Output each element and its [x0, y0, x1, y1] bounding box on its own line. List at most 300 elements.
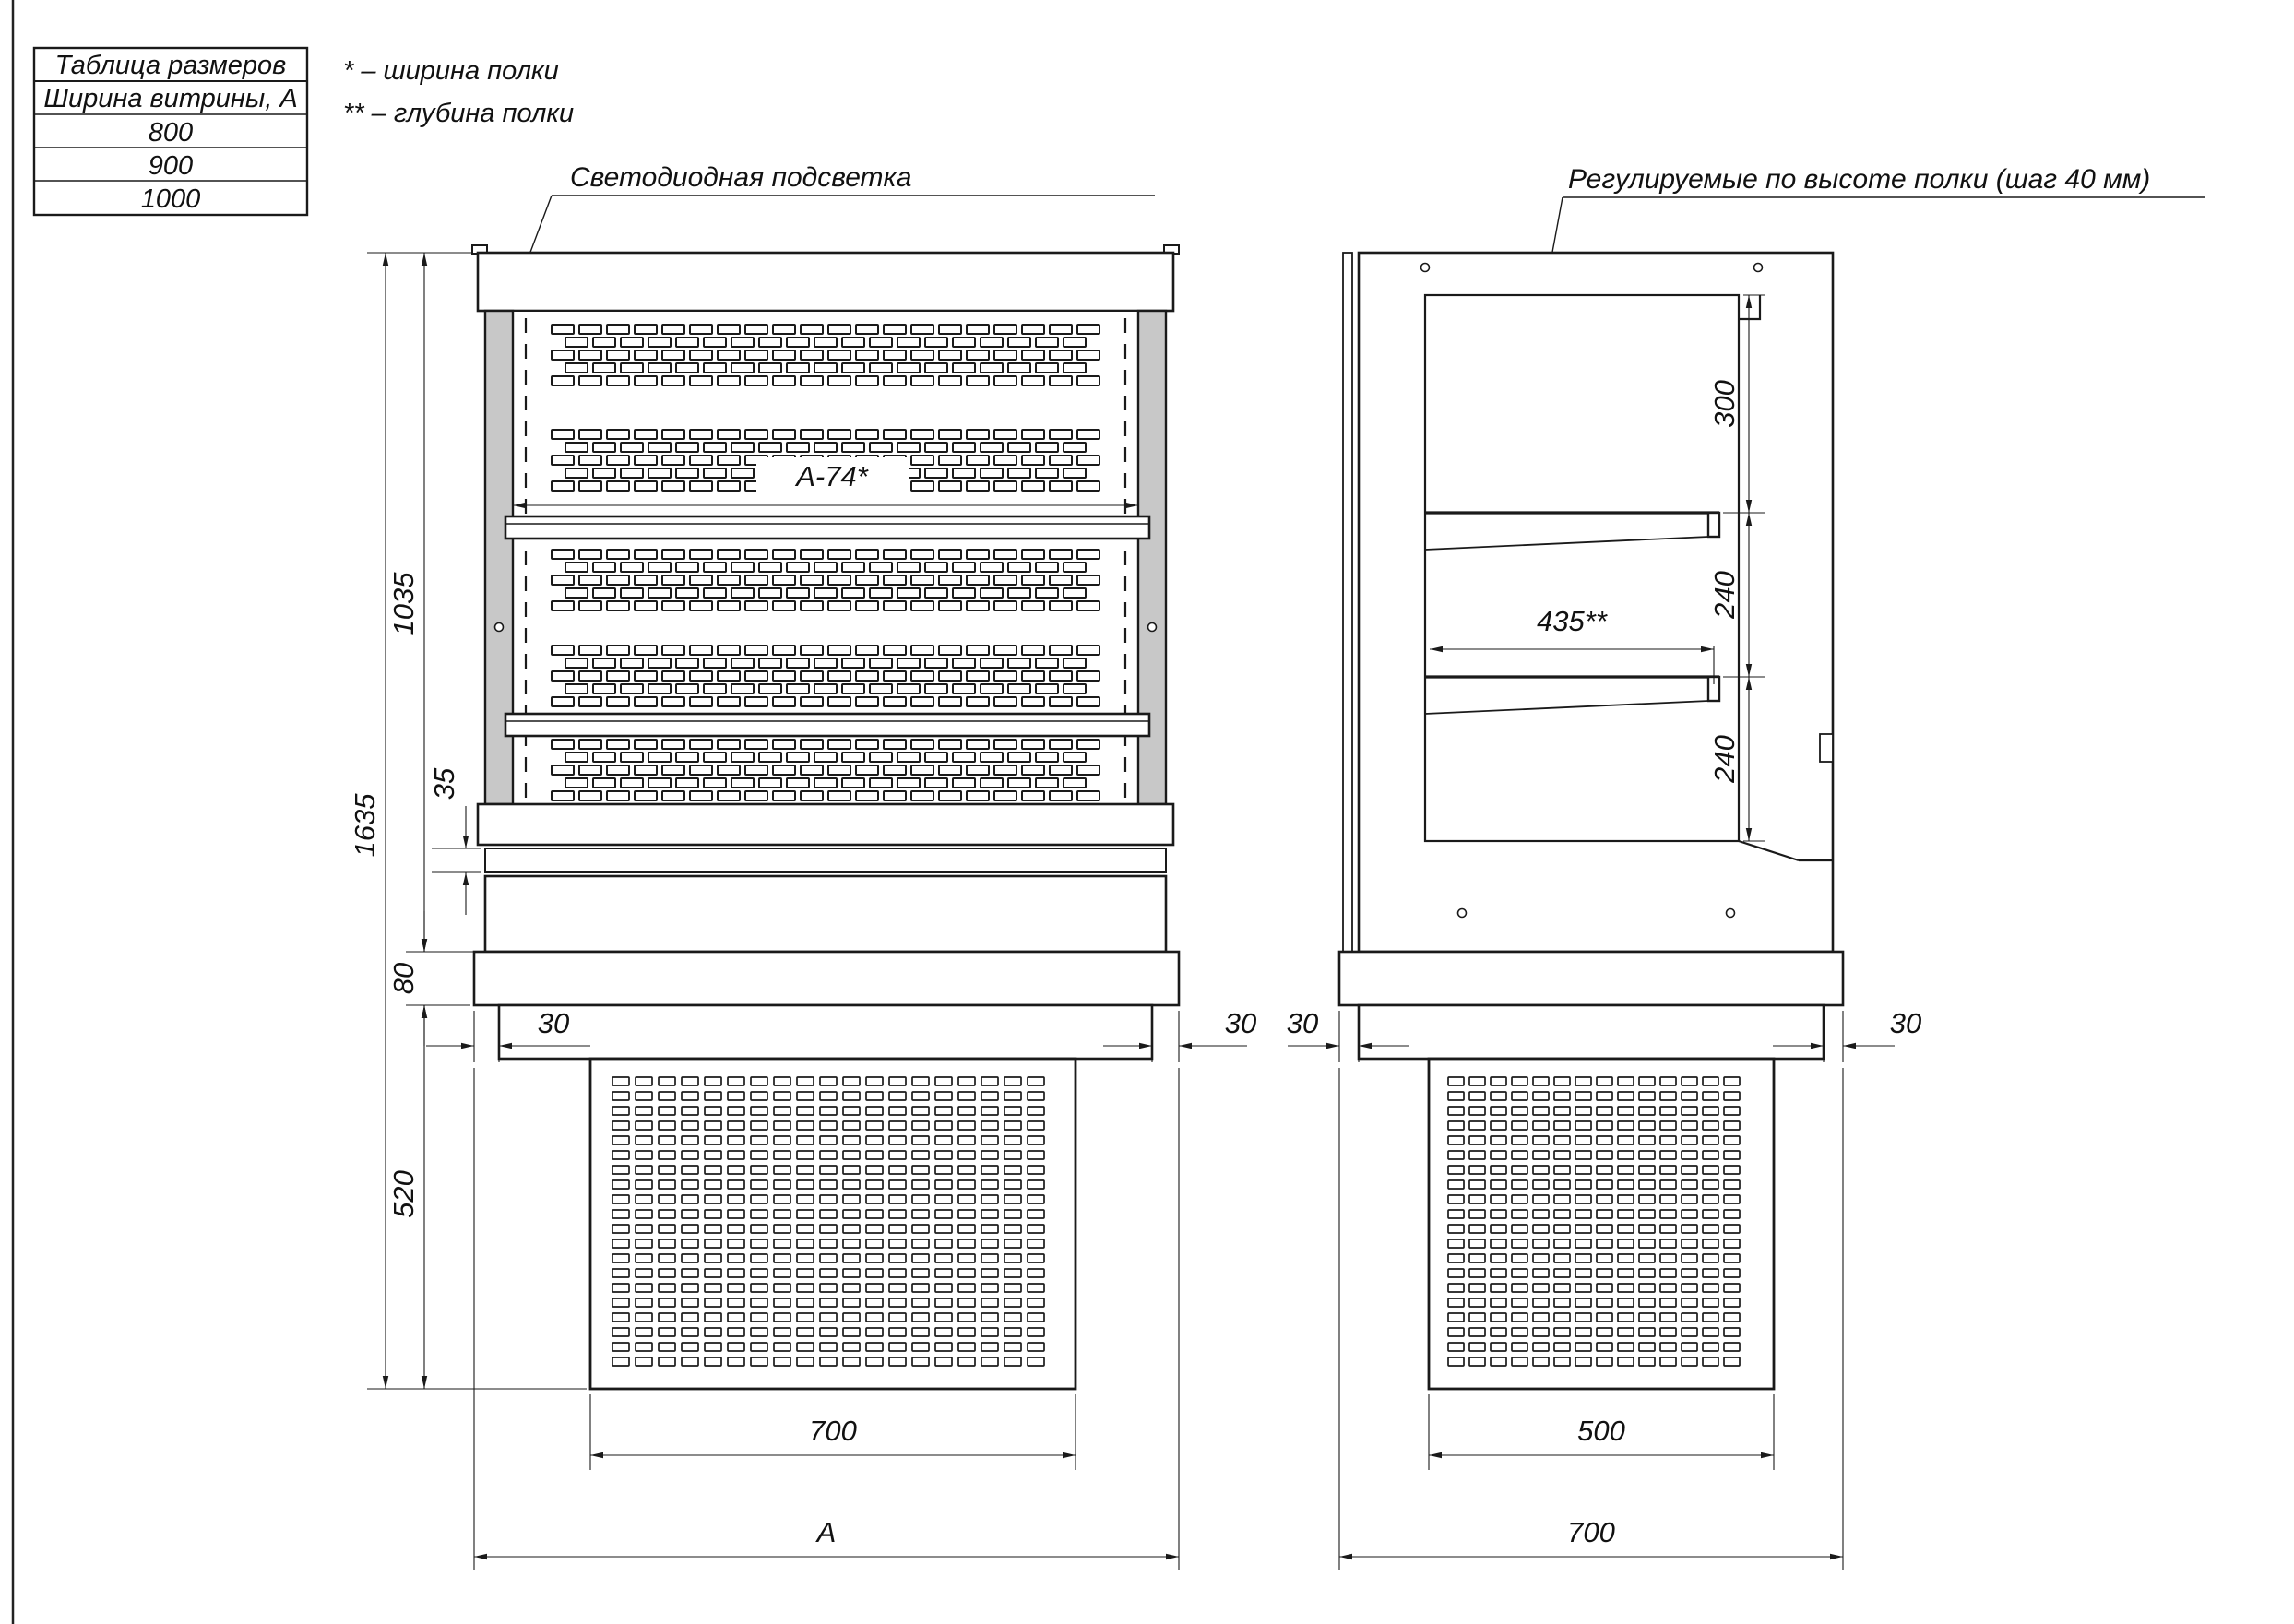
- dim-top-gap: 300: [1708, 380, 1741, 428]
- perforation-hole: [579, 697, 601, 706]
- vent-slot: [1682, 1180, 1697, 1189]
- vent-slot: [705, 1357, 721, 1366]
- vent-slot: [912, 1121, 929, 1130]
- perforation-hole: [662, 456, 684, 465]
- vent-slot: [1724, 1121, 1740, 1130]
- perforation-hole: [911, 376, 933, 385]
- vent-slot: [751, 1298, 767, 1307]
- perforation-hole: [994, 740, 1016, 749]
- perforation-hole: [925, 563, 947, 572]
- perforation-hole: [704, 563, 726, 572]
- vent-slot: [728, 1121, 744, 1130]
- vent-slot: [1618, 1313, 1634, 1322]
- vent-slot: [981, 1107, 998, 1115]
- vent-slot: [1682, 1121, 1697, 1130]
- perforation-hole: [579, 671, 601, 681]
- perforation-hole: [939, 646, 961, 655]
- vent-slot: [1028, 1357, 1044, 1366]
- vent-slot: [797, 1136, 814, 1144]
- perforation-hole: [662, 376, 684, 385]
- vent-slot: [981, 1298, 998, 1307]
- vent-slot: [612, 1269, 629, 1277]
- canopy: [478, 253, 1173, 311]
- vent-slot: [682, 1269, 698, 1277]
- vent-slot: [751, 1195, 767, 1203]
- vent-slot: [1724, 1254, 1740, 1262]
- perforation-hole: [773, 376, 795, 385]
- vent-slot: [1639, 1210, 1655, 1218]
- vent-slot: [1533, 1313, 1549, 1322]
- perforation-hole: [870, 588, 892, 598]
- vent-slot: [912, 1092, 929, 1100]
- vent-slot: [1724, 1151, 1740, 1159]
- perforation-hole: [662, 430, 684, 439]
- perforation-hole: [593, 778, 615, 788]
- vent-slot: [682, 1239, 698, 1248]
- vent-slot: [820, 1239, 837, 1248]
- vent-slot: [935, 1239, 952, 1248]
- perforation-hole: [690, 481, 712, 491]
- perforation-hole: [676, 468, 698, 478]
- vent-slot: [958, 1180, 975, 1189]
- vent-slot: [612, 1210, 629, 1218]
- vent-slot: [682, 1225, 698, 1233]
- vent-slot: [1639, 1239, 1655, 1248]
- vent-slot: [636, 1357, 652, 1366]
- vent-slot: [728, 1180, 744, 1189]
- vent-slot: [728, 1357, 744, 1366]
- vent-slot: [728, 1210, 744, 1218]
- perforation-hole: [704, 658, 726, 668]
- vent-slot: [843, 1107, 860, 1115]
- vent-slot: [889, 1269, 906, 1277]
- perforation-hole: [718, 671, 740, 681]
- vent-slot: [1448, 1357, 1464, 1366]
- perforation-hole: [1050, 376, 1072, 385]
- vent-slot: [981, 1269, 998, 1277]
- perforation-hole: [856, 740, 878, 749]
- perforation-hole: [897, 588, 920, 598]
- vent-slot: [612, 1166, 629, 1174]
- vent-slot: [797, 1269, 814, 1277]
- vent-slot: [1491, 1357, 1506, 1366]
- vent-slot: [866, 1151, 883, 1159]
- vent-slot: [705, 1092, 721, 1100]
- vent-slot: [889, 1343, 906, 1351]
- vent-slot: [981, 1077, 998, 1085]
- vent-slot: [1028, 1077, 1044, 1085]
- perforation-hole: [842, 684, 864, 693]
- perforation-hole: [593, 658, 615, 668]
- vent-slot: [1682, 1107, 1697, 1115]
- vent-slot: [981, 1121, 998, 1130]
- perforation-hole: [856, 430, 878, 439]
- vent-slot: [1639, 1121, 1655, 1130]
- perforation-hole: [1036, 588, 1058, 598]
- vent-slot: [1554, 1313, 1570, 1322]
- vent-slot: [612, 1239, 629, 1248]
- perforation-hole: [635, 601, 657, 610]
- perforation-hole: [759, 588, 781, 598]
- perforation-hole: [870, 684, 892, 693]
- perforation-hole: [773, 791, 795, 800]
- vent-slot: [820, 1313, 837, 1322]
- vent-slot: [1597, 1166, 1612, 1174]
- vent-slot: [1469, 1210, 1485, 1218]
- perforation-hole: [801, 740, 823, 749]
- vent-slot: [1554, 1121, 1570, 1130]
- vent-slot: [820, 1254, 837, 1262]
- vent-slot: [636, 1284, 652, 1292]
- perforation-hole: [953, 363, 975, 373]
- perforation-hole: [814, 684, 837, 693]
- perforation-hole: [994, 791, 1016, 800]
- perforation-hole: [911, 550, 933, 559]
- perforation-hole: [801, 646, 823, 655]
- perforation-hole: [704, 363, 726, 373]
- vent-slot: [1618, 1107, 1634, 1115]
- vent-slot: [728, 1225, 744, 1233]
- vent-slot: [612, 1180, 629, 1189]
- perforation-hole: [981, 563, 1003, 572]
- vent-slot: [1028, 1269, 1044, 1277]
- perforation-hole: [828, 601, 850, 610]
- vent-slot: [1660, 1343, 1676, 1351]
- perforation-hole: [981, 363, 1003, 373]
- shelf-bracket: [1708, 513, 1719, 537]
- vent-slot: [1575, 1166, 1591, 1174]
- perforation-hole: [607, 350, 629, 360]
- vent-slot: [1028, 1254, 1044, 1262]
- perforation-hole: [745, 697, 767, 706]
- vent-slot: [774, 1077, 790, 1085]
- vent-slot: [636, 1254, 652, 1262]
- perforation-hole: [1050, 575, 1072, 585]
- vent-slot: [1004, 1298, 1021, 1307]
- vent-slot: [1575, 1210, 1591, 1218]
- vent-slot: [1597, 1284, 1612, 1292]
- perforation-hole: [648, 563, 671, 572]
- vent-slot: [751, 1343, 767, 1351]
- vent-slot: [1597, 1225, 1612, 1233]
- perforation-hole: [870, 778, 892, 788]
- perforation-hole: [967, 646, 989, 655]
- vent-slot: [1512, 1343, 1527, 1351]
- vent-slot: [889, 1107, 906, 1115]
- vent-slot: [682, 1210, 698, 1218]
- perforation-hole: [565, 778, 588, 788]
- perforation-hole: [579, 481, 601, 491]
- perforation-hole: [994, 456, 1016, 465]
- bottom-trim: [478, 804, 1173, 845]
- vent-slot: [1004, 1357, 1021, 1366]
- vent-slot: [1575, 1343, 1591, 1351]
- perforation-hole: [828, 376, 850, 385]
- perforation-hole: [1050, 646, 1072, 655]
- vent-slot: [866, 1092, 883, 1100]
- vent-slot: [1512, 1284, 1527, 1292]
- vent-slot: [1660, 1357, 1676, 1366]
- vent-slot: [889, 1284, 906, 1292]
- vent-slot: [1512, 1180, 1527, 1189]
- vent-slot: [1028, 1151, 1044, 1159]
- vent-slot: [843, 1077, 860, 1085]
- perforation-hole: [967, 481, 989, 491]
- perforation-hole: [745, 671, 767, 681]
- perforation-hole: [897, 684, 920, 693]
- vent-slot: [981, 1195, 998, 1203]
- vent-slot: [1491, 1343, 1506, 1351]
- perforation-hole: [842, 338, 864, 347]
- vent-slot: [866, 1343, 883, 1351]
- vent-slot: [912, 1077, 929, 1085]
- perforation-hole: [939, 765, 961, 775]
- vent-slot: [1703, 1136, 1718, 1144]
- perforation-hole: [690, 671, 712, 681]
- dim-inset-right: 30: [1224, 1007, 1257, 1039]
- vent-slot: [843, 1136, 860, 1144]
- vent-slot: [728, 1195, 744, 1203]
- vent-slot: [705, 1077, 721, 1085]
- vent-slot: [1554, 1254, 1570, 1262]
- vent-slot: [751, 1151, 767, 1159]
- vent-slot: [1533, 1284, 1549, 1292]
- vent-slot: [1724, 1092, 1740, 1100]
- perforation-hole: [1077, 325, 1099, 334]
- vent-slot: [1660, 1121, 1676, 1130]
- vent-slot: [1004, 1328, 1021, 1336]
- vent-slot: [1618, 1166, 1634, 1174]
- vent-slot: [958, 1254, 975, 1262]
- perforation-hole: [994, 376, 1016, 385]
- perforation-hole: [704, 468, 726, 478]
- vent-slot: [981, 1225, 998, 1233]
- perforation-hole: [676, 778, 698, 788]
- perforation-hole: [565, 658, 588, 668]
- perforation-hole: [759, 658, 781, 668]
- perforation-hole: [856, 671, 878, 681]
- perforation-hole: [1036, 363, 1058, 373]
- vent-slot: [1618, 1195, 1634, 1203]
- vent-slot: [1448, 1313, 1464, 1322]
- vent-slot: [797, 1313, 814, 1322]
- vent-slot: [705, 1121, 721, 1130]
- vent-slot: [797, 1151, 814, 1159]
- vent-slot: [797, 1284, 814, 1292]
- vent-slot: [1682, 1077, 1697, 1085]
- vent-slot: [935, 1269, 952, 1277]
- vent-slot: [1618, 1210, 1634, 1218]
- vent-slot: [866, 1166, 883, 1174]
- vent-slot: [1533, 1107, 1549, 1115]
- vent-slot: [912, 1343, 929, 1351]
- perforation-hole: [828, 671, 850, 681]
- vent-slot: [958, 1195, 975, 1203]
- perforation-hole: [607, 325, 629, 334]
- perforation-hole: [607, 646, 629, 655]
- perforation-hole: [759, 753, 781, 762]
- perforation-hole: [552, 376, 574, 385]
- vent-slot: [866, 1121, 883, 1130]
- vent-slot: [1028, 1343, 1044, 1351]
- vent-slot: [1469, 1107, 1485, 1115]
- perforation-hole: [828, 350, 850, 360]
- vent-slot: [1491, 1092, 1506, 1100]
- perforation-hole: [1022, 575, 1044, 585]
- perforation-hole: [939, 456, 961, 465]
- vent-slot: [636, 1195, 652, 1203]
- perforation-hole: [981, 443, 1003, 452]
- perforation-hole: [939, 430, 961, 439]
- vent-slot: [1533, 1298, 1549, 1307]
- perforation-hole: [953, 443, 975, 452]
- perforation-hole: [1077, 550, 1099, 559]
- perforation-hole: [676, 684, 698, 693]
- vent-slot: [705, 1298, 721, 1307]
- vent-slot: [1703, 1298, 1718, 1307]
- vent-slot: [1004, 1077, 1021, 1085]
- perforation-hole: [828, 740, 850, 749]
- vent-slot: [1004, 1166, 1021, 1174]
- perforation-hole: [607, 740, 629, 749]
- vent-slot: [958, 1107, 975, 1115]
- vent-slot: [1533, 1121, 1549, 1130]
- vent-slot: [1004, 1210, 1021, 1218]
- vent-slot: [612, 1107, 629, 1115]
- vent-slot: [1004, 1269, 1021, 1277]
- vent-slot: [843, 1225, 860, 1233]
- perforation-hole: [565, 588, 588, 598]
- perforation-hole: [1008, 588, 1030, 598]
- front-shelf-1: [505, 516, 1149, 539]
- perforation-hole: [718, 430, 740, 439]
- perforation-hole: [856, 697, 878, 706]
- vent-slot: [751, 1328, 767, 1336]
- vent-slot: [843, 1328, 860, 1336]
- perforation-hole: [994, 575, 1016, 585]
- vent-slot: [1004, 1151, 1021, 1159]
- screw-hole: [1754, 264, 1763, 272]
- vent-slot: [636, 1298, 652, 1307]
- vent-slot: [1597, 1210, 1612, 1218]
- vent-slot: [705, 1343, 721, 1351]
- vent-slot: [1448, 1269, 1464, 1277]
- perforation-hole: [1008, 778, 1030, 788]
- vent-slot: [1682, 1225, 1697, 1233]
- vent-slot: [1028, 1092, 1044, 1100]
- perforation-hole: [953, 753, 975, 762]
- perforation-hole: [579, 430, 601, 439]
- vent-slot: [1028, 1195, 1044, 1203]
- perforation-hole: [718, 481, 740, 491]
- vent-slot: [820, 1151, 837, 1159]
- vent-slot: [612, 1357, 629, 1366]
- perforation-hole: [662, 740, 684, 749]
- vent-slot: [1028, 1166, 1044, 1174]
- vent-slot: [797, 1225, 814, 1233]
- vent-slot: [1004, 1121, 1021, 1130]
- perforation-hole: [745, 740, 767, 749]
- perforation-hole: [718, 765, 740, 775]
- dim-inset-left: 30: [1286, 1007, 1319, 1039]
- vent-slot: [1469, 1077, 1485, 1085]
- perforation-hole: [911, 601, 933, 610]
- vent-slot: [1448, 1136, 1464, 1144]
- vent-slot: [935, 1180, 952, 1189]
- perforation-hole: [773, 430, 795, 439]
- dim-grille-width: 500: [1577, 1415, 1625, 1447]
- perforation-hole: [552, 740, 574, 749]
- vent-slot: [958, 1151, 975, 1159]
- vent-slot: [797, 1239, 814, 1248]
- vent-slot: [935, 1225, 952, 1233]
- vent-slot: [797, 1298, 814, 1307]
- perforation-hole: [994, 550, 1016, 559]
- vent-slot: [659, 1210, 675, 1218]
- perforation-hole: [731, 778, 754, 788]
- vent-slot: [659, 1092, 675, 1100]
- vent-slot: [612, 1121, 629, 1130]
- perforation-hole: [1022, 481, 1044, 491]
- side-view: [1339, 253, 1843, 1389]
- perforation-hole: [856, 646, 878, 655]
- perforation-hole: [814, 778, 837, 788]
- perforation-hole: [967, 575, 989, 585]
- vent-slot: [935, 1195, 952, 1203]
- perforation-hole: [939, 481, 961, 491]
- vent-slot: [1469, 1269, 1485, 1277]
- perforation-hole: [676, 588, 698, 598]
- vent-slot: [797, 1328, 814, 1336]
- vent-slot: [636, 1328, 652, 1336]
- vent-slot: [1448, 1195, 1464, 1203]
- vent-slot: [1469, 1121, 1485, 1130]
- perforation-hole: [718, 325, 740, 334]
- vent-slot: [1724, 1166, 1740, 1174]
- vent-slot: [728, 1343, 744, 1351]
- vent-slot: [958, 1092, 975, 1100]
- perforation-hole: [911, 791, 933, 800]
- perforation-hole: [897, 338, 920, 347]
- vent-slot: [1639, 1225, 1655, 1233]
- perforation-hole: [731, 443, 754, 452]
- vent-slot: [1491, 1298, 1506, 1307]
- vent-slot: [728, 1298, 744, 1307]
- perforation-hole: [994, 671, 1016, 681]
- vent-slot: [751, 1269, 767, 1277]
- perforation-hole: [579, 765, 601, 775]
- perforation-hole: [939, 325, 961, 334]
- vent-slot: [659, 1180, 675, 1189]
- vent-slot: [705, 1239, 721, 1248]
- perforation-hole: [897, 778, 920, 788]
- vent-slot: [1028, 1239, 1044, 1248]
- vent-slot: [659, 1151, 675, 1159]
- perforation-hole: [773, 765, 795, 775]
- vent-slot: [1004, 1092, 1021, 1100]
- vent-slot: [1618, 1151, 1634, 1159]
- vent-slot: [843, 1269, 860, 1277]
- vent-slot: [981, 1343, 998, 1351]
- vent-slot: [612, 1328, 629, 1336]
- perforation-hole: [787, 443, 809, 452]
- vent-slot: [1618, 1254, 1634, 1262]
- vent-slot: [958, 1357, 975, 1366]
- vent-slot: [1004, 1284, 1021, 1292]
- perforation-hole: [801, 325, 823, 334]
- vent-slot: [682, 1254, 698, 1262]
- vent-slot: [1028, 1180, 1044, 1189]
